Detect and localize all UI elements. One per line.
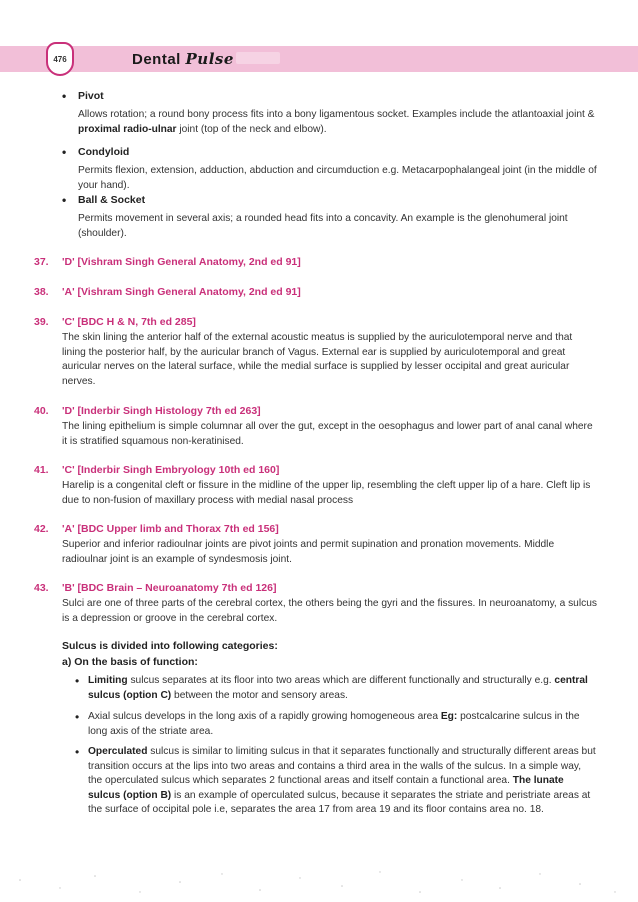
list-item	[88, 710, 598, 739]
list-item-bold: Eg:	[440, 711, 458, 722]
answer-reference: 'C' [BDC H & N, 7th ed 285]	[62, 316, 196, 328]
list-item-text: sulcus is similar to limiting sulcus in that it separates functionally and structurally different areas but transition occurs at the lips into two areas and contains a third area in the walls of the sulcus. In a simple way, the operculated sulcus which separates 2 functional areas and itself contain a functional area.	[88, 746, 596, 786]
answer-reference: 'C' [Inderbir Singh Embryology 10th ed 160]	[62, 464, 280, 476]
answer-reference: 'A' [BDC Upper limb and Thorax 7th ed 156]	[62, 523, 279, 535]
answer-number: 40.	[34, 405, 49, 417]
list-item-text: sulcus separates at its floor into two areas which are different functionally and structurally e.g.	[127, 675, 555, 686]
sulcus-subheading: a) On the basis of function:	[62, 656, 198, 668]
page-number: 476	[53, 54, 67, 64]
page-number-badge	[46, 42, 74, 76]
header-watermark	[236, 52, 280, 64]
condyloid-body: Permits flexion, extension, adduction, abduction and circumduction e.g. Metacarpophalangeal joint (in the middle of your hand).	[78, 165, 597, 191]
list-item-text: postcalcarine sulcus in the long axis of the striate area.	[88, 711, 580, 737]
footer-dot-texture	[0, 862, 638, 902]
pivot-body-text-2: joint (top of the neck and elbow).	[176, 123, 327, 135]
pivot-body	[78, 108, 598, 137]
answer-body: Harelip is a congenital cleft or fissure in the midline of the upper lip, resembling the cleft upper lip of a hare. Cleft lip is due to non-fusion of maxillary process with medial nasal process	[62, 480, 591, 506]
list-item	[88, 674, 598, 703]
list-item-text: is an example of operculated sulcus, because it separates the striate and peristriate areas at the surface of occipital pole i.e, separates the area 17 from area 19 and its floor contains area no. 18.	[88, 789, 591, 815]
answer-number: 37.	[34, 256, 49, 268]
sulcus-heading: Sulcus is divided into following categories:	[62, 640, 278, 652]
bullet-heading-pivot: • Pivot	[78, 90, 104, 102]
running-title-script: Pulse	[185, 50, 234, 68]
pivot-body-bold: proximal radio-ulnar	[78, 123, 177, 135]
ball-socket-body: Permits movement in several axis; a rounded head fits into a concavity. An example is the glenohumeral joint (shoulder).	[78, 213, 568, 239]
list-item	[88, 745, 598, 818]
answer-body: Superior and inferior radioulnar joints are pivot joints and permit supination and pronation movements. Middle radioulnar joint is an example of syndesmosis joint.	[62, 539, 555, 565]
answer-reference: 'B' [BDC Brain – Neuroanatomy 7th ed 126]	[62, 582, 277, 594]
answer-number: 41.	[34, 464, 49, 476]
running-title	[132, 47, 234, 71]
bullet-heading-ball-socket: • Ball & Socket	[78, 194, 145, 206]
list-item-bold: Operculated	[88, 746, 148, 757]
answer-reference: 'D' [Vishram Singh General Anatomy, 2nd ed 91]	[62, 256, 301, 268]
list-item-bold: Limiting	[88, 675, 128, 686]
answer-body: Sulci are one of three parts of the cerebral cortex, the others being the gyri and the fissures. In neuroanatomy, a sulcus is a depression or groove in the cerebral cortex.	[62, 598, 597, 624]
answer-number: 42.	[34, 523, 49, 535]
pivot-body-text-1: Allows rotation; a round bony process fits into a bony ligamentous socket. Examples include the atlantoaxial joint &	[78, 109, 595, 120]
answer-number: 43.	[34, 582, 49, 594]
list-item-text: between the motor and sensory areas.	[171, 689, 348, 701]
header-band	[0, 46, 638, 72]
answer-number: 39.	[34, 316, 49, 328]
list-item-text: Axial sulcus develops in the long axis of a rapidly growing homogeneous area	[88, 711, 441, 722]
answer-reference: 'D' [Inderbir Singh Histology 7th ed 263]	[62, 405, 261, 417]
answer-body: The skin lining the anterior half of the external acoustic meatus is supplied by the auriculotemporal nerve and that lining the posterior half, by the auricular branch of Vagus. External ear is supplied by auriculotemporal and great auricular nerves on the lateral surface, while the medial surface is supplied by lesser occipital and great auricular nerves.	[62, 332, 573, 387]
answer-body: The lining epithelium is simple columnar all over the gut, except in the oesophagus and lower part of anal canal where it is stratified squamous non-keratinised.	[62, 421, 593, 447]
running-title-main: Dental	[132, 51, 186, 68]
list-item-bold: central sulcus (option C)	[88, 675, 588, 701]
answer-reference: 'A' [Vishram Singh General Anatomy, 2nd ed 91]	[62, 286, 301, 298]
bullet-heading-condyloid: • Condyloid	[78, 146, 129, 158]
list-item-bold: The lunate sulcus (option B)	[88, 775, 564, 801]
answer-number: 38.	[34, 286, 49, 298]
